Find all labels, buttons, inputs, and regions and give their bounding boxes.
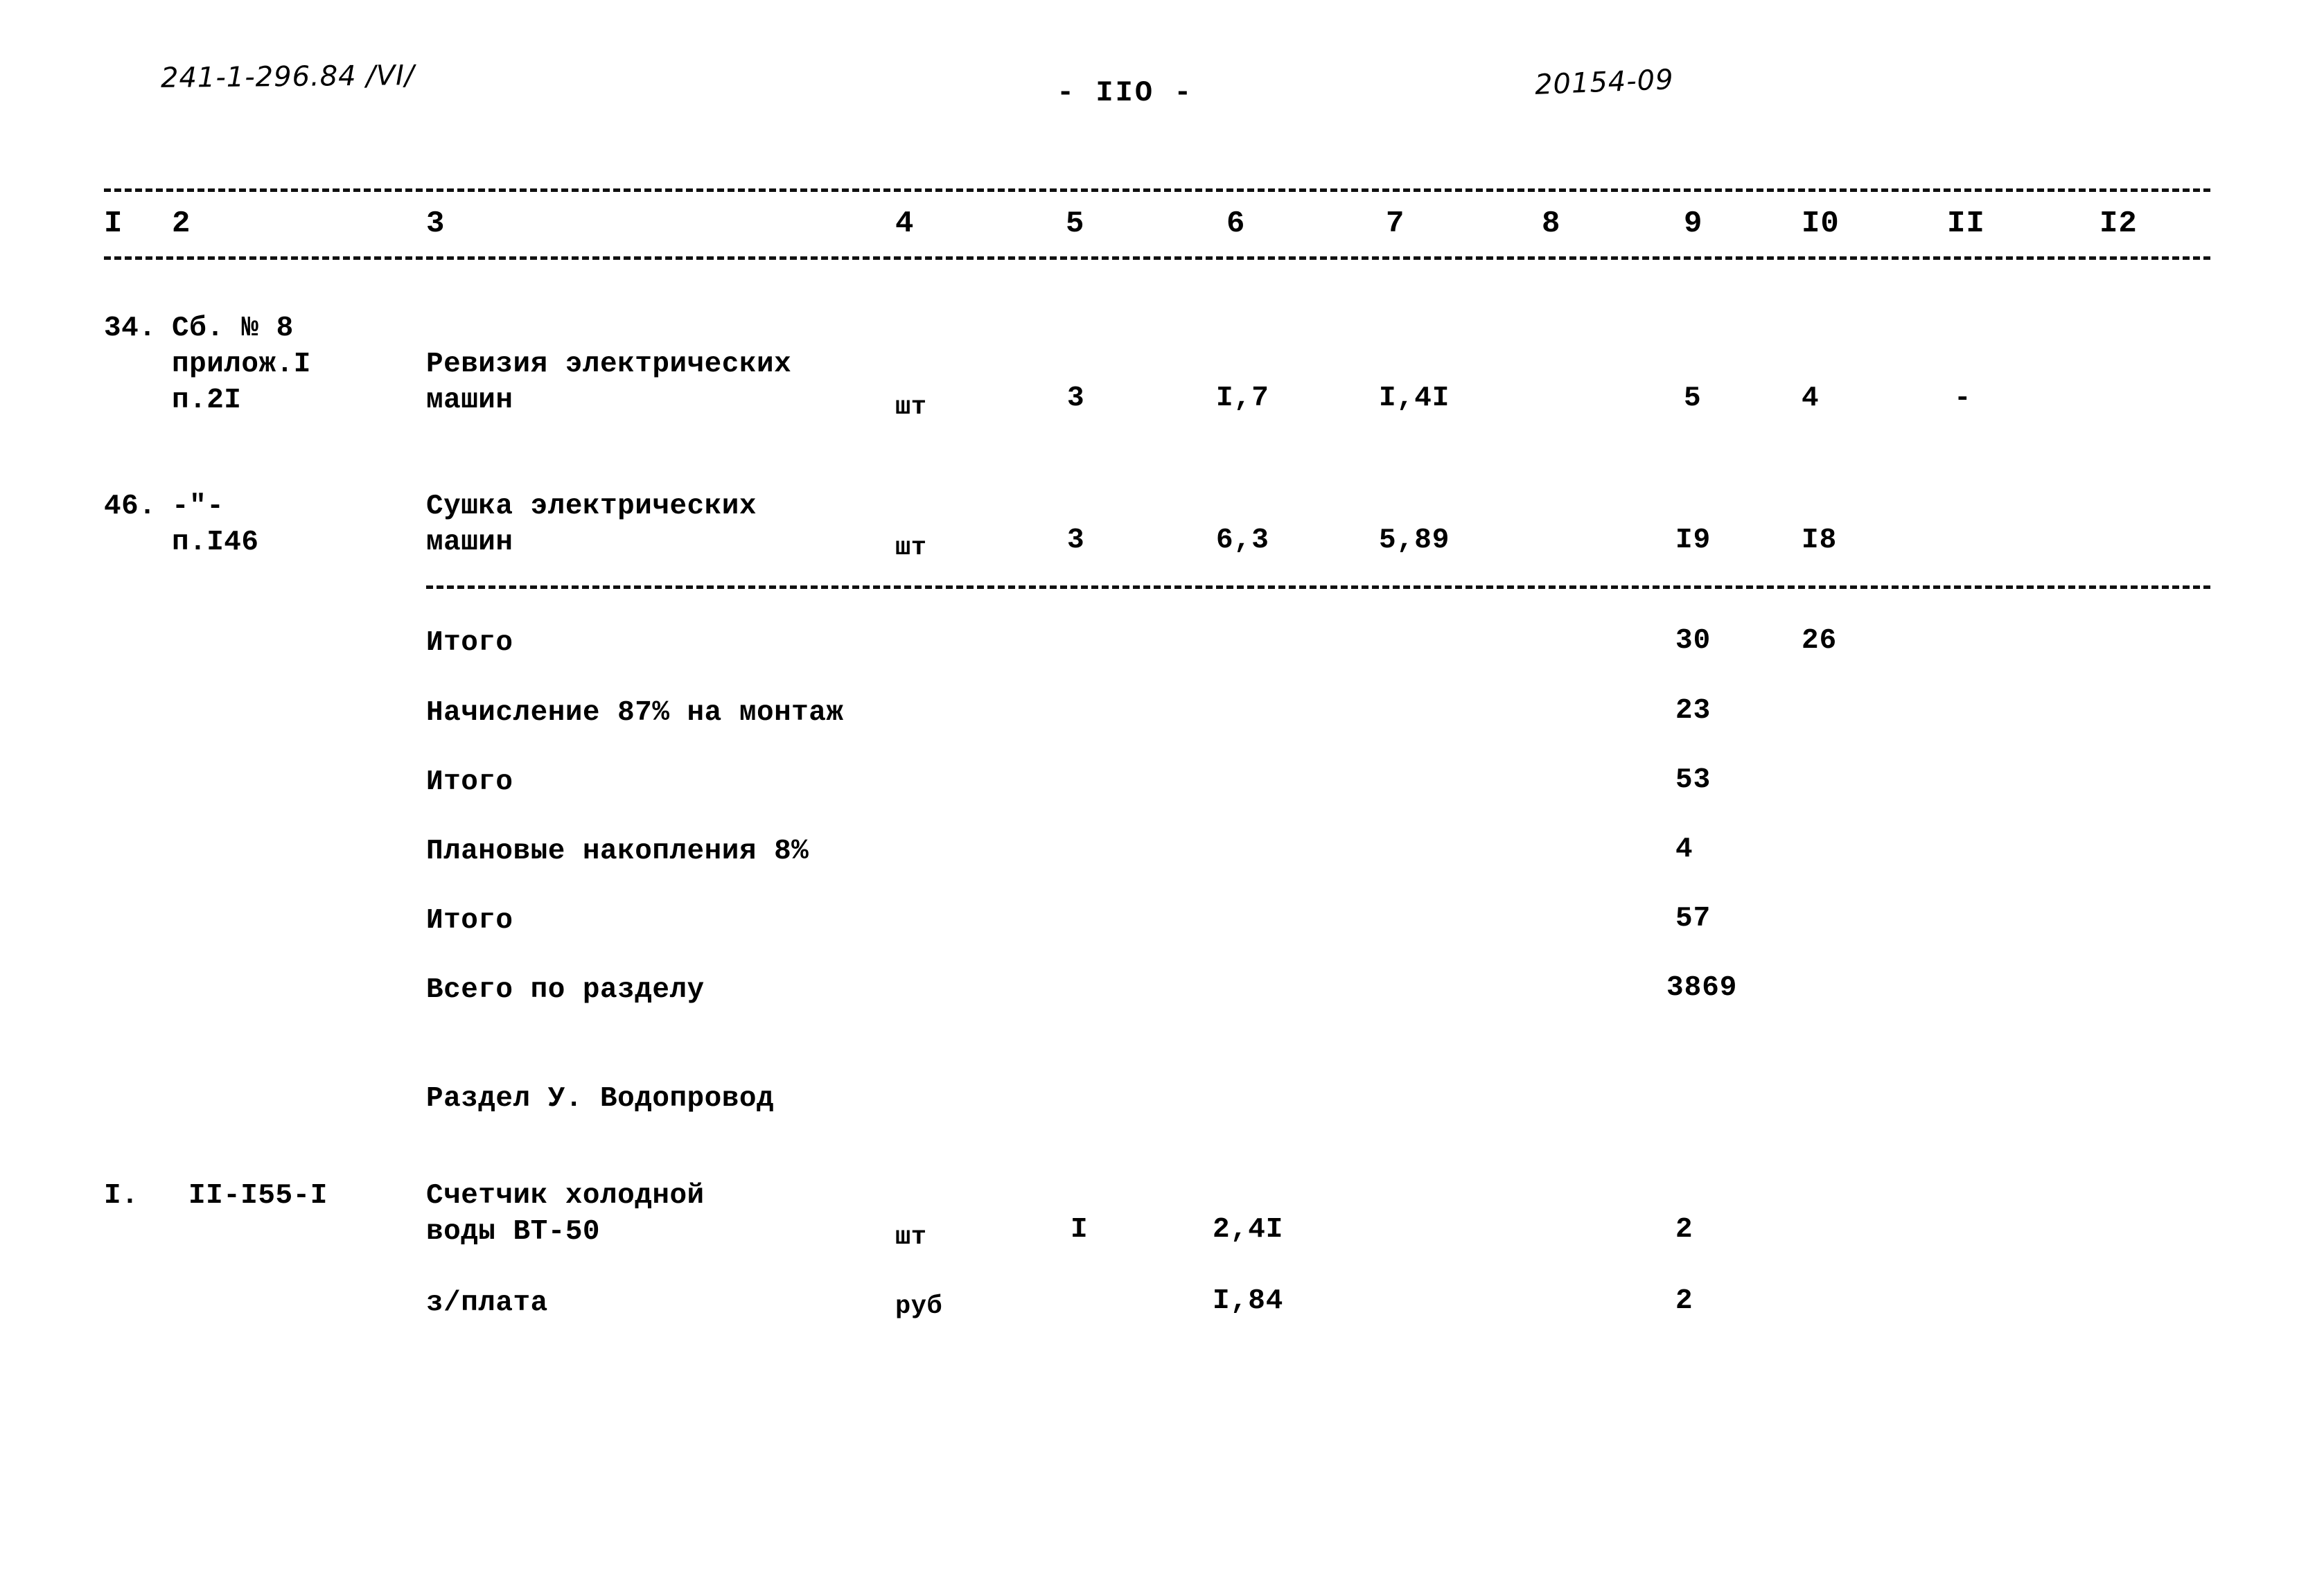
- table-row: 34.: [104, 312, 157, 344]
- row-col7: 5,89: [1379, 524, 1450, 556]
- col-num-12: I2: [2099, 206, 2138, 241]
- total-col9: 3869: [1666, 972, 1738, 1004]
- row-unit: руб: [895, 1292, 943, 1321]
- table-row: 46.: [104, 491, 157, 522]
- row-unit: шт: [895, 1223, 927, 1252]
- row-ref-line2: прилож.I: [172, 349, 311, 380]
- col-num-5: 5: [1066, 206, 1085, 241]
- col-num-6: 6: [1226, 206, 1246, 241]
- table-subtotal-rule: [426, 585, 2210, 589]
- row-col10: I8: [1802, 524, 1838, 556]
- row-col9: I9: [1675, 524, 1711, 556]
- col-num-3: 3: [426, 206, 446, 241]
- row-col11: -: [1954, 382, 1972, 414]
- row-col6: 2,4I: [1213, 1214, 1284, 1246]
- total-col9: 23: [1675, 695, 1711, 727]
- row-col6: I,84: [1213, 1285, 1284, 1317]
- document-code: 241-1-296.84 /VI/: [160, 60, 415, 94]
- row-name-line2: машин: [426, 385, 513, 416]
- row-name-line2: машин: [426, 527, 513, 558]
- total-col9: 53: [1675, 764, 1711, 796]
- total-col9: 57: [1675, 903, 1711, 935]
- total-label: Плановые накопления 8%: [426, 836, 809, 867]
- section-title: Раздел У. Водопровод: [426, 1083, 775, 1115]
- total-label: Итого: [426, 766, 513, 798]
- col-num-11: II: [1947, 206, 1985, 241]
- row-unit: шт: [895, 533, 927, 563]
- row-qty: 3: [1067, 382, 1085, 414]
- table-top-rule: [104, 188, 2210, 192]
- archive-stamp: 20154-09: [1534, 64, 1675, 101]
- row-col7: I,4I: [1379, 382, 1450, 414]
- col-num-10: I0: [1802, 206, 1840, 241]
- total-col10: 26: [1802, 625, 1838, 657]
- row-col9: 2: [1675, 1214, 1693, 1246]
- col-num-4: 4: [895, 206, 915, 241]
- total-label: Начисление 87% на монтаж: [426, 697, 844, 729]
- row-col6: I,7: [1216, 382, 1269, 414]
- row-col9: 2: [1675, 1285, 1693, 1317]
- row-col9: 5: [1684, 382, 1702, 414]
- col-num-8: 8: [1542, 206, 1561, 241]
- row-name-line1: Ревизия электрических: [426, 349, 792, 380]
- col-num-9: 9: [1684, 206, 1703, 241]
- row-name-line1: Сушка электрических: [426, 491, 757, 522]
- col-num-2: 2: [172, 206, 191, 241]
- total-col9: 4: [1675, 833, 1693, 865]
- table-header-rule: [104, 256, 2210, 260]
- col-num-1: I: [104, 206, 123, 241]
- row-name-line1: Счетчик холодной: [426, 1180, 705, 1212]
- row-qty: 3: [1067, 524, 1085, 556]
- total-col9: 30: [1675, 625, 1711, 657]
- row-ref-line2: п.I46: [172, 527, 259, 558]
- row-unit: шт: [895, 393, 927, 422]
- row-col6: 6,3: [1216, 524, 1269, 556]
- row-qty: I: [1071, 1214, 1089, 1246]
- col-num-7: 7: [1386, 206, 1405, 241]
- row-name-line2: з/плата: [426, 1287, 548, 1319]
- row-ref-line3: п.2I: [172, 385, 242, 416]
- row-name-line2: воды ВТ-50: [426, 1216, 601, 1248]
- row-col10: 4: [1802, 382, 1820, 414]
- page-number: - IIO -: [1057, 76, 1194, 109]
- row-ref-line1: II-I55-I: [188, 1180, 328, 1212]
- total-label: Итого: [426, 905, 513, 937]
- total-label: Всего по разделу: [426, 974, 705, 1006]
- table-row: I.: [104, 1180, 139, 1212]
- row-ref-line1: Сб. № 8: [172, 312, 294, 344]
- total-label: Итого: [426, 627, 513, 659]
- row-ref-line1: -"-: [172, 491, 225, 522]
